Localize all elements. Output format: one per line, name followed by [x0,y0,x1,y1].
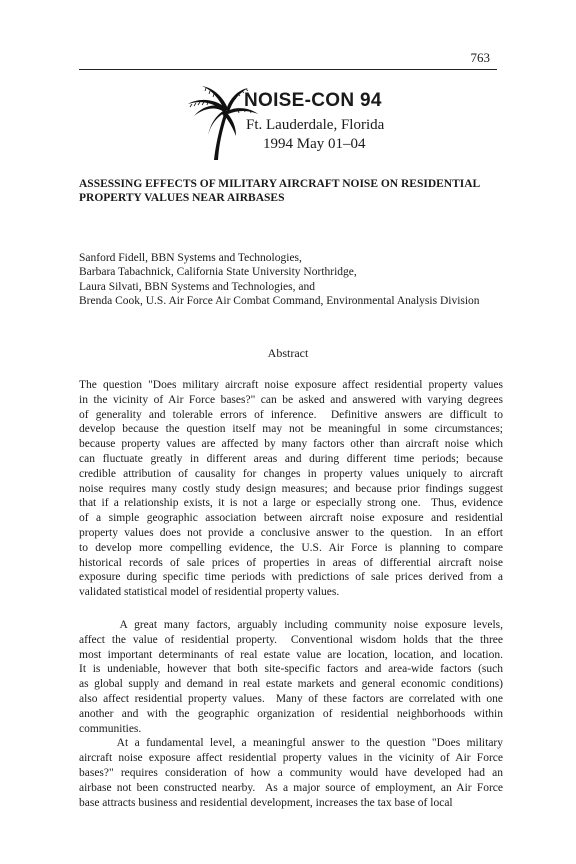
text-line: as global supply and demand in real estate markets and general economic conditions) [79,678,503,691]
text-line: of a simple geographic association between aircraft noise exposure and residential [79,512,503,525]
body-paragraph [79,618,503,736]
text-line: noise requires many costly study design measures; and because prior findings suggest [79,482,503,495]
text-line: also affect residential property values. Many of these factors are correlated with one [79,692,503,705]
text-line: develop because the question itself may not be meaningful in some circumstances; [79,423,503,436]
text-line: At a fundamental level, a meaningful answer to the question "Does military [79,737,503,750]
text-line: base attracts business and residential development, increases the tax base of local [79,796,453,809]
text-line: The question "Does military aircraft noise exposure affect residential property values [79,379,503,391]
text-line: of generality and tolerable errors of inference. Definitive answers are difficult to [79,408,503,421]
body-paragraph [79,736,503,810]
header-rule [79,69,497,70]
text-line: communities. [79,722,142,735]
text-line: bases?" requires consideration of how a community would have developed had an [79,766,503,779]
paper-title [79,177,504,205]
conference-name: NOISE-CON 94 [244,90,382,111]
title-line: PROPERTY VALUES NEAR AIRBASES [79,192,285,204]
author: Laura Silvati, BBN Systems and Technologies, and [79,280,315,293]
text-line: most important determinants of real estate value are location, location, and location. [79,648,503,661]
conference-date: 1994 May 01–04 [263,136,366,152]
text-line: to develop more compelling evidence, the U.S. Air Force is planning to compare [79,541,503,554]
text-line: A great many factors, arguably including community noise exposure levels, [79,619,503,631]
text-line: can fluctuate greatly in different areas and during different time periods; because [79,452,503,465]
abstract-heading: Abstract [267,346,309,360]
text-line: aircraft noise exposure affect residential property values in the vicinity of Air Force [79,752,503,765]
text-line: exposure during specific time periods with predictions of sale prices derived from a [79,571,503,584]
page-number: 763 [470,50,490,65]
author-list [79,251,509,308]
author: Brenda Cook, U.S. Air Force Air Combat Command, Environmental Analysis Division [79,294,480,307]
text-line: another and with the geographic organization of residential neighborhoods within [79,707,503,720]
body-text [79,618,503,810]
author: Sanford Fidell, BBN Systems and Technologies, [79,252,302,264]
text-line: validated statistical model of residential property values. [79,586,340,599]
text-line: affect the value of residential property. Conventional wisdom holds that the three [79,633,503,646]
text-line: because property values are affected by many factors other than aircraft noise which [79,438,503,451]
text-line: property values does not provide a conclusive answer to the question. In an effort [79,526,503,539]
text-line: credible attribution of causality for changes in property values uniquely to aircraft [79,467,503,480]
abstract-text [79,378,503,600]
text-line: that if a relationship exists, it is not a large or especially strong one. Thus, evidence [79,497,503,510]
text-line: in the vicinity of Air Force bases?" can be asked and answered with varying degrees [79,393,503,406]
text-line: historical records of sale prices of properties in areas of differential aircraft noise [79,556,503,569]
text-line: It is undeniable, however that both site-specific factors and area-wide factors (such [79,663,503,676]
conference-location: Ft. Lauderdale, Florida [246,117,385,133]
text-line: airbase not been constructed nearby. As a major source of employment, an Air Force [79,781,503,794]
title-line: ASSESSING EFFECTS OF MILITARY AIRCRAFT NOISE ON RESIDENTIAL [79,178,481,190]
author: Barbara Tabachnick, California State University Northridge, [79,266,357,279]
